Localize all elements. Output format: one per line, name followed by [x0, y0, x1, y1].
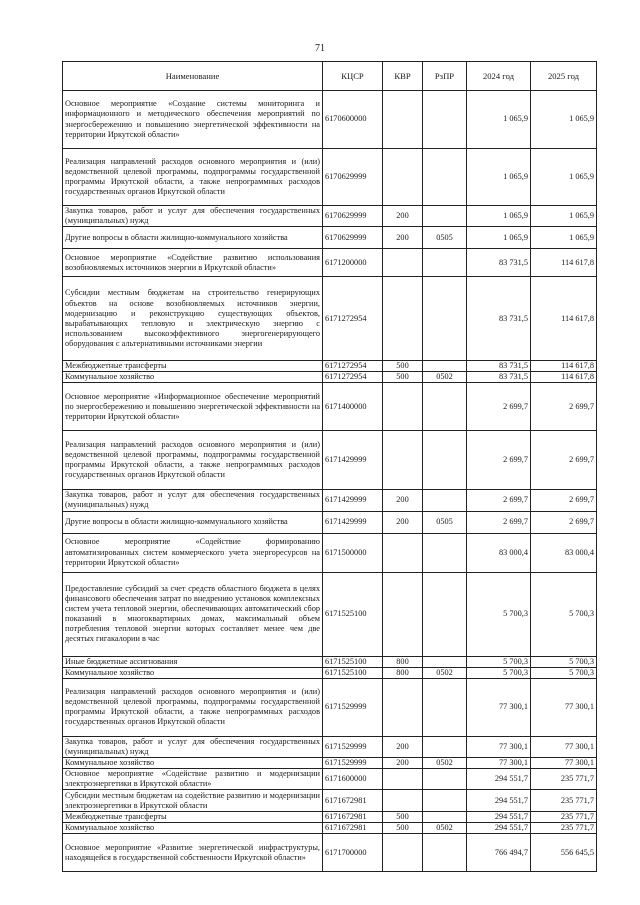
cell-2025: 1 065,9 [531, 91, 597, 149]
table-row [63, 533, 597, 572]
cell-kvr [383, 790, 423, 812]
cell-kcsr: 6171525100 [323, 667, 383, 678]
table-row [63, 372, 597, 383]
cell-2025: 114 617,8 [531, 277, 597, 361]
cell-name: Предоставление субсидий за счет средств областного бюджета в целях финансового обеспечения затрат по внедрению установок комплексных систем учета тепловой энергии, обеспечивающих автоматический сбор показаний в многоквартирных домах, максимальный объем потребления тепловой энергии которых составляет менее чем две десятых гигакалории в час [63, 572, 323, 656]
cell-2024: 766 494,7 [467, 834, 531, 872]
cell-kcsr: 6171529999 [323, 678, 383, 736]
cell-kcsr: 6171429999 [323, 511, 383, 533]
cell-rzpr [423, 249, 467, 277]
column-header-kcsr: КЦСР [323, 62, 383, 91]
cell-rzpr: 0502 [423, 372, 467, 383]
cell-2025: 77 300,1 [531, 678, 597, 736]
cell-kcsr: 6171429999 [323, 431, 383, 490]
cell-rzpr [423, 678, 467, 736]
cell-kvr [383, 277, 423, 361]
cell-kcsr: 6171500000 [323, 533, 383, 572]
cell-kvr: 500 [383, 361, 423, 372]
cell-2024: 5 700,3 [467, 572, 531, 656]
column-header-kvr: КВР [383, 62, 423, 91]
cell-2025: 1 065,9 [531, 149, 597, 206]
cell-rzpr: 0502 [423, 667, 467, 678]
cell-2024: 83 731,5 [467, 277, 531, 361]
cell-kcsr: 6170629999 [323, 227, 383, 249]
table-row [63, 769, 597, 790]
table-row [63, 149, 597, 206]
cell-kvr: 500 [383, 812, 423, 823]
table-row [63, 431, 597, 490]
cell-name: Основное мероприятие «Содействие формированию автоматизированных систем коммерческого учета энергоресурсов на территории Иркутской области» [63, 533, 323, 572]
cell-kcsr: 6171672981 [323, 823, 383, 834]
cell-2024: 1 065,9 [467, 91, 531, 149]
cell-name: Другие вопросы в области жилищно-коммунального хозяйства [63, 227, 323, 249]
table-header-row [63, 62, 597, 91]
cell-kcsr: 6171400000 [323, 383, 383, 431]
table-row [63, 91, 597, 149]
cell-2025: 77 300,1 [531, 736, 597, 757]
cell-name: Другие вопросы в области жилищно-коммунального хозяйства [63, 511, 323, 533]
cell-2024: 83 731,5 [467, 249, 531, 277]
cell-kvr [383, 383, 423, 431]
cell-kcsr: 6170600000 [323, 91, 383, 149]
cell-kvr: 800 [383, 656, 423, 667]
cell-2024: 5 700,3 [467, 667, 531, 678]
cell-rzpr [423, 361, 467, 372]
cell-name: Коммунальное хозяйство [63, 757, 323, 768]
cell-2024: 5 700,3 [467, 656, 531, 667]
cell-2024: 2 699,7 [467, 383, 531, 431]
cell-2024: 294 551,7 [467, 812, 531, 823]
cell-name: Закупка товаров, работ и услуг для обеспечения государственных (муниципальных) нужд [63, 206, 323, 227]
table-row [63, 249, 597, 277]
cell-kcsr: 6171200000 [323, 249, 383, 277]
cell-2025: 1 065,9 [531, 227, 597, 249]
cell-kvr: 200 [383, 757, 423, 768]
cell-name: Основное мероприятие «Содействие развитию и модернизации электроэнергетики в Иркутской области» [63, 769, 323, 790]
table-row [63, 490, 597, 511]
cell-kvr [383, 834, 423, 872]
cell-kcsr: 6171600000 [323, 769, 383, 790]
cell-rzpr [423, 656, 467, 667]
cell-rzpr [423, 834, 467, 872]
cell-kcsr: 6171272954 [323, 361, 383, 372]
cell-name: Субсидии местным бюджетам на строительство генерирующих объектов на основе возобновляемых источников энергии, модернизацию и реконструкцию существующих объектов, вырабатывающих тепловую и электрическую энергию с использованием высокоэффективного энергогенерирующего оборудования с альтернативными источниками энергии [63, 277, 323, 361]
cell-2024: 294 551,7 [467, 769, 531, 790]
cell-2025: 1 065,9 [531, 206, 597, 227]
cell-rzpr [423, 383, 467, 431]
cell-2024: 2 699,7 [467, 511, 531, 533]
cell-name: Основное мероприятие «Содействие развитию использования возобновляемых источников энергии в Иркутской области» [63, 249, 323, 277]
column-header-name: Наименование [63, 62, 323, 91]
cell-2025: 235 771,7 [531, 769, 597, 790]
table-row [63, 206, 597, 227]
cell-2024: 83 731,5 [467, 372, 531, 383]
cell-kvr [383, 91, 423, 149]
table-row [63, 572, 597, 656]
cell-2024: 1 065,9 [467, 206, 531, 227]
cell-kvr: 800 [383, 667, 423, 678]
cell-rzpr [423, 277, 467, 361]
cell-kvr [383, 149, 423, 206]
column-header-2025: 2025 год [531, 62, 597, 91]
cell-2025: 235 771,7 [531, 790, 597, 812]
cell-rzpr [423, 769, 467, 790]
cell-rzpr [423, 790, 467, 812]
table-row [63, 790, 597, 812]
cell-kvr: 500 [383, 823, 423, 834]
cell-kvr [383, 533, 423, 572]
cell-2025: 114 617,8 [531, 249, 597, 277]
cell-kcsr: 6171525100 [323, 572, 383, 656]
cell-kvr [383, 249, 423, 277]
cell-kvr: 200 [383, 206, 423, 227]
table-row [63, 511, 597, 533]
cell-kvr: 200 [383, 511, 423, 533]
cell-2025: 2 699,7 [531, 431, 597, 490]
cell-2024: 2 699,7 [467, 431, 531, 490]
cell-2025: 5 700,3 [531, 656, 597, 667]
cell-2025: 2 699,7 [531, 490, 597, 511]
cell-kcsr: 6171529999 [323, 757, 383, 768]
budget-table [62, 61, 597, 872]
cell-name: Реализация направлений расходов основного мероприятия и (или) ведомственной целевой программы, подпрограммы государственной программы Иркутской области, а также непрограммных расходов государственных органов Иркутской области [63, 431, 323, 490]
cell-rzpr [423, 431, 467, 490]
cell-name: Коммунальное хозяйство [63, 667, 323, 678]
cell-rzpr [423, 572, 467, 656]
cell-kcsr: 6171525100 [323, 656, 383, 667]
table-row [63, 667, 597, 678]
cell-name: Коммунальное хозяйство [63, 823, 323, 834]
cell-2024: 83 000,4 [467, 533, 531, 572]
column-header-rzpr: РзПР [423, 62, 467, 91]
cell-2024: 77 300,1 [467, 736, 531, 757]
cell-kvr: 500 [383, 372, 423, 383]
cell-name: Коммунальное хозяйство [63, 372, 323, 383]
cell-name: Реализация направлений расходов основного мероприятия и (или) ведомственной целевой программы, подпрограммы государственной программы Иркутской области, а также непрограммных расходов государственных органов Иркутской области [63, 678, 323, 736]
table-row [63, 277, 597, 361]
cell-rzpr: 0502 [423, 757, 467, 768]
cell-kcsr: 6171272954 [323, 372, 383, 383]
cell-name: Субсидии местным бюджетам на содействие развитию и модернизации электроэнергетики в Иркутской области [63, 790, 323, 812]
cell-rzpr: 0505 [423, 511, 467, 533]
cell-kvr [383, 678, 423, 736]
table-body [63, 91, 597, 872]
cell-name: Основное мероприятие «Создание системы мониторинга и информационного и методического обеспечения мероприятий по энергосбережению и повышению энергетической эффективности на территории Иркутской области» [63, 91, 323, 149]
table-row [63, 834, 597, 872]
cell-kvr: 200 [383, 227, 423, 249]
cell-rzpr [423, 812, 467, 823]
cell-2025: 556 645,5 [531, 834, 597, 872]
table-row [63, 383, 597, 431]
cell-2024: 294 551,7 [467, 823, 531, 834]
cell-kvr: 200 [383, 736, 423, 757]
table-row [63, 227, 597, 249]
cell-kcsr: 6171529999 [323, 736, 383, 757]
cell-name: Основное мероприятие «Развитие энергетической инфраструктуры, находящейся в государственной собственности Иркутской области» [63, 834, 323, 872]
cell-2025: 5 700,3 [531, 572, 597, 656]
cell-name: Закупка товаров, работ и услуг для обеспечения государственных (муниципальных) нужд [63, 736, 323, 757]
column-header-2024: 2024 год [467, 62, 531, 91]
cell-rzpr: 0505 [423, 227, 467, 249]
table-row [63, 736, 597, 757]
cell-2025: 235 771,7 [531, 823, 597, 834]
cell-kcsr: 6170629999 [323, 149, 383, 206]
cell-rzpr [423, 490, 467, 511]
cell-name: Закупка товаров, работ и услуг для обеспечения государственных (муниципальных) нужд [63, 490, 323, 511]
cell-name: Основное мероприятие «Информационное обеспечение мероприятий по энергосбережению и повышению энергетической эффективности на территории Иркутской области» [63, 383, 323, 431]
table-row [63, 678, 597, 736]
cell-2025: 2 699,7 [531, 383, 597, 431]
table-row [63, 361, 597, 372]
cell-kvr [383, 431, 423, 490]
table-row [63, 812, 597, 823]
table-row [63, 823, 597, 834]
cell-2025: 114 617,8 [531, 361, 597, 372]
page-number: 71 [315, 43, 325, 54]
cell-rzpr [423, 533, 467, 572]
cell-kcsr: 6171272954 [323, 277, 383, 361]
cell-kvr [383, 769, 423, 790]
cell-kcsr: 6171672981 [323, 812, 383, 823]
cell-kvr: 200 [383, 490, 423, 511]
cell-2024: 77 300,1 [467, 757, 531, 768]
cell-2024: 294 551,7 [467, 790, 531, 812]
cell-name: Межбюджетные трансферты [63, 812, 323, 823]
cell-rzpr [423, 91, 467, 149]
cell-2025: 77 300,1 [531, 757, 597, 768]
cell-2024: 83 731,5 [467, 361, 531, 372]
cell-name: Межбюджетные трансферты [63, 361, 323, 372]
cell-2024: 77 300,1 [467, 678, 531, 736]
cell-kcsr: 6171672981 [323, 790, 383, 812]
cell-kcsr: 6171700000 [323, 834, 383, 872]
cell-name: Иные бюджетные ассигнования [63, 656, 323, 667]
cell-2024: 2 699,7 [467, 490, 531, 511]
cell-2024: 1 065,9 [467, 149, 531, 206]
table-row [63, 656, 597, 667]
cell-kcsr: 6170629999 [323, 206, 383, 227]
cell-rzpr [423, 736, 467, 757]
cell-kvr [383, 572, 423, 656]
cell-2025: 235 771,7 [531, 812, 597, 823]
cell-2025: 83 000,4 [531, 533, 597, 572]
cell-kcsr: 6171429999 [323, 490, 383, 511]
cell-2025: 5 700,3 [531, 667, 597, 678]
cell-rzpr [423, 149, 467, 206]
table-row [63, 757, 597, 768]
cell-2025: 2 699,7 [531, 511, 597, 533]
cell-rzpr [423, 206, 467, 227]
cell-2024: 1 065,9 [467, 227, 531, 249]
cell-rzpr: 0502 [423, 823, 467, 834]
cell-2025: 114 617,8 [531, 372, 597, 383]
cell-name: Реализация направлений расходов основного мероприятия и (или) ведомственной целевой программы, подпрограммы государственной программы Иркутской области, а также непрограммных расходов государственных органов Иркутской области [63, 149, 323, 206]
